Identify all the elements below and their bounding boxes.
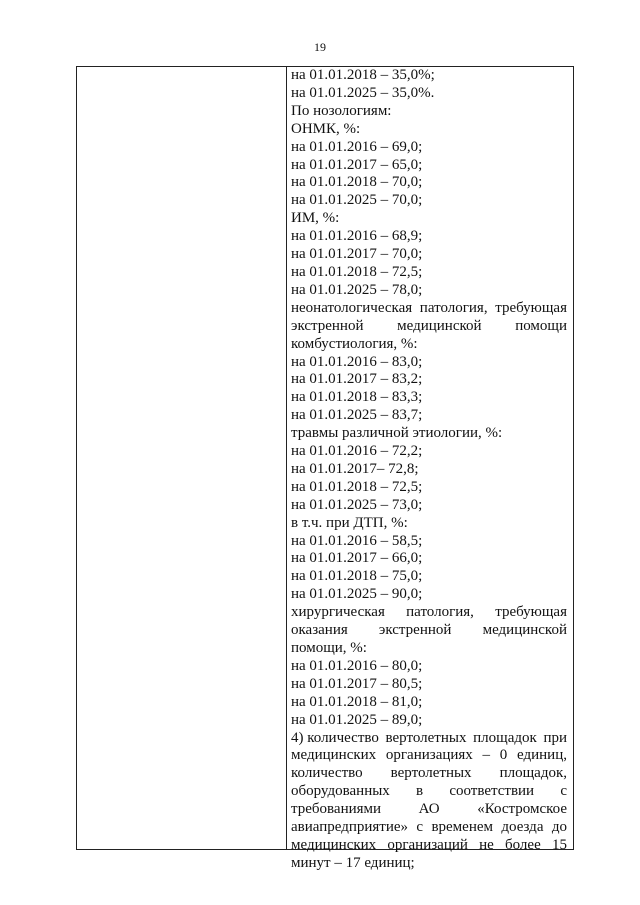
text-word: до <box>551 819 567 836</box>
text-line: на 01.01.2018 – 70,0; <box>291 174 423 191</box>
text-line <box>291 622 567 640</box>
text-line: на 01.01.2017 – 70,0; <box>291 246 423 263</box>
text-line <box>291 604 567 622</box>
text-line: на 01.01.2025 – 73,0; <box>291 496 423 513</box>
text-word: патология, <box>419 299 488 316</box>
text-word: требующая <box>495 299 567 316</box>
text-word: соответствии <box>449 783 535 800</box>
text-line: ОНМК, %: <box>291 120 361 137</box>
text-word: «Костромское <box>477 801 567 818</box>
text-line: на 01.01.2016 – 80,0; <box>291 657 423 674</box>
text-line: комбустиология, %: <box>291 335 418 352</box>
text-word: не <box>479 836 494 853</box>
text-word: вертолетных <box>390 765 472 782</box>
text-word: площадок, <box>499 765 567 782</box>
text-line <box>291 819 567 837</box>
text-line: травмы различной этиологии, %: <box>291 425 503 442</box>
text-line: на 01.01.2016 – 83,0; <box>291 353 423 370</box>
text-word: экстренной <box>291 317 364 334</box>
text-line: на 01.01.2018 – 83,3; <box>291 389 423 406</box>
text-line: на 01.01.2016 – 69,0; <box>291 138 423 155</box>
text-line: помощи, %: <box>291 640 367 656</box>
text-line: на 01.01.2025 – 90,0; <box>291 586 423 603</box>
text-line: на 01.01.2018 – 35,0%; <box>291 67 435 83</box>
text-word: патология, <box>406 604 474 621</box>
text-word: временем <box>431 819 494 836</box>
text-line: на 01.01.2017 – 66,0; <box>291 550 423 567</box>
text-word: при <box>543 729 567 746</box>
text-line: на 01.01.2018 – 72,5; <box>291 478 423 495</box>
text-word: оказания <box>291 622 348 639</box>
text-line: на 01.01.2017– 72,8; <box>291 460 419 477</box>
text-line: на 01.01.2017 – 83,2; <box>291 371 423 388</box>
text-word: более <box>505 836 541 853</box>
text-word: с <box>560 783 567 800</box>
text-line: на 01.01.2025 – 83,7; <box>291 407 423 424</box>
text-line: в т.ч. при ДТП, %: <box>291 514 408 531</box>
text-word: АО <box>418 801 440 818</box>
text-line: на 01.01.2018 – 72,5; <box>291 263 423 280</box>
text-line: на 01.01.2016 – 72,2; <box>291 443 423 460</box>
text-line: на 01.01.2016 – 68,9; <box>291 228 423 245</box>
page-number: 19 <box>314 40 326 54</box>
text-line: По нозологиям: <box>291 102 392 119</box>
text-line: на 01.01.2018 – 81,0; <box>291 693 423 710</box>
text-word: количество <box>291 765 363 782</box>
text-line: на 01.01.2025 – 35,0%. <box>291 84 435 101</box>
text-word: медицинских <box>291 747 377 764</box>
text-word: единиц, <box>517 747 567 764</box>
text-word: доезда <box>501 819 544 836</box>
text-line <box>291 747 567 765</box>
text-line <box>291 730 567 748</box>
text-line: на 01.01.2025 – 70,0; <box>291 192 423 209</box>
text-word: авиапредприятие» <box>291 819 409 836</box>
text-word: организаций <box>387 836 468 853</box>
text-line: на 01.01.2017 – 65,0; <box>291 156 423 173</box>
text-word: вертолетных <box>385 729 467 746</box>
text-line <box>291 837 567 855</box>
text-line: на 01.01.2017 – 80,5; <box>291 675 423 692</box>
table-right-column <box>287 67 573 871</box>
text-word: – <box>482 747 491 764</box>
text-line: на 01.01.2025 – 89,0; <box>291 711 423 728</box>
text-line: на 01.01.2025 – 78,0; <box>291 281 423 298</box>
text-line: минут – 17 единиц; <box>291 854 415 871</box>
text-line <box>291 765 567 783</box>
document-table <box>76 66 574 871</box>
text-word: 4) количество <box>291 729 379 746</box>
text-word: помощи <box>515 317 567 334</box>
text-line: на 01.01.2016 – 58,5; <box>291 532 423 549</box>
text-word: 0 <box>499 747 508 764</box>
text-word: экстренной <box>378 622 452 639</box>
text-word: неонатологическая <box>291 299 413 316</box>
text-word: с <box>416 819 424 836</box>
table-left-column <box>77 67 287 849</box>
text-line <box>291 318 567 336</box>
text-word: в <box>416 783 424 800</box>
text-word: требованиями <box>291 801 382 818</box>
text-word: медицинской <box>482 622 567 639</box>
text-line <box>291 300 567 318</box>
text-line: на 01.01.2018 – 75,0; <box>291 568 423 585</box>
text-word: медицинской <box>397 317 482 334</box>
text-word: организациях <box>385 747 473 764</box>
text-line <box>291 801 567 819</box>
text-line <box>291 783 567 801</box>
text-word: медицинских <box>291 836 377 853</box>
text-word: хирургическая <box>291 604 385 621</box>
text-word: оборудованных <box>291 783 390 800</box>
text-word: 15 <box>551 836 567 853</box>
text-word: требующая <box>495 604 567 621</box>
text-word: площадок <box>473 729 537 746</box>
text-line: ИМ, %: <box>291 210 340 227</box>
